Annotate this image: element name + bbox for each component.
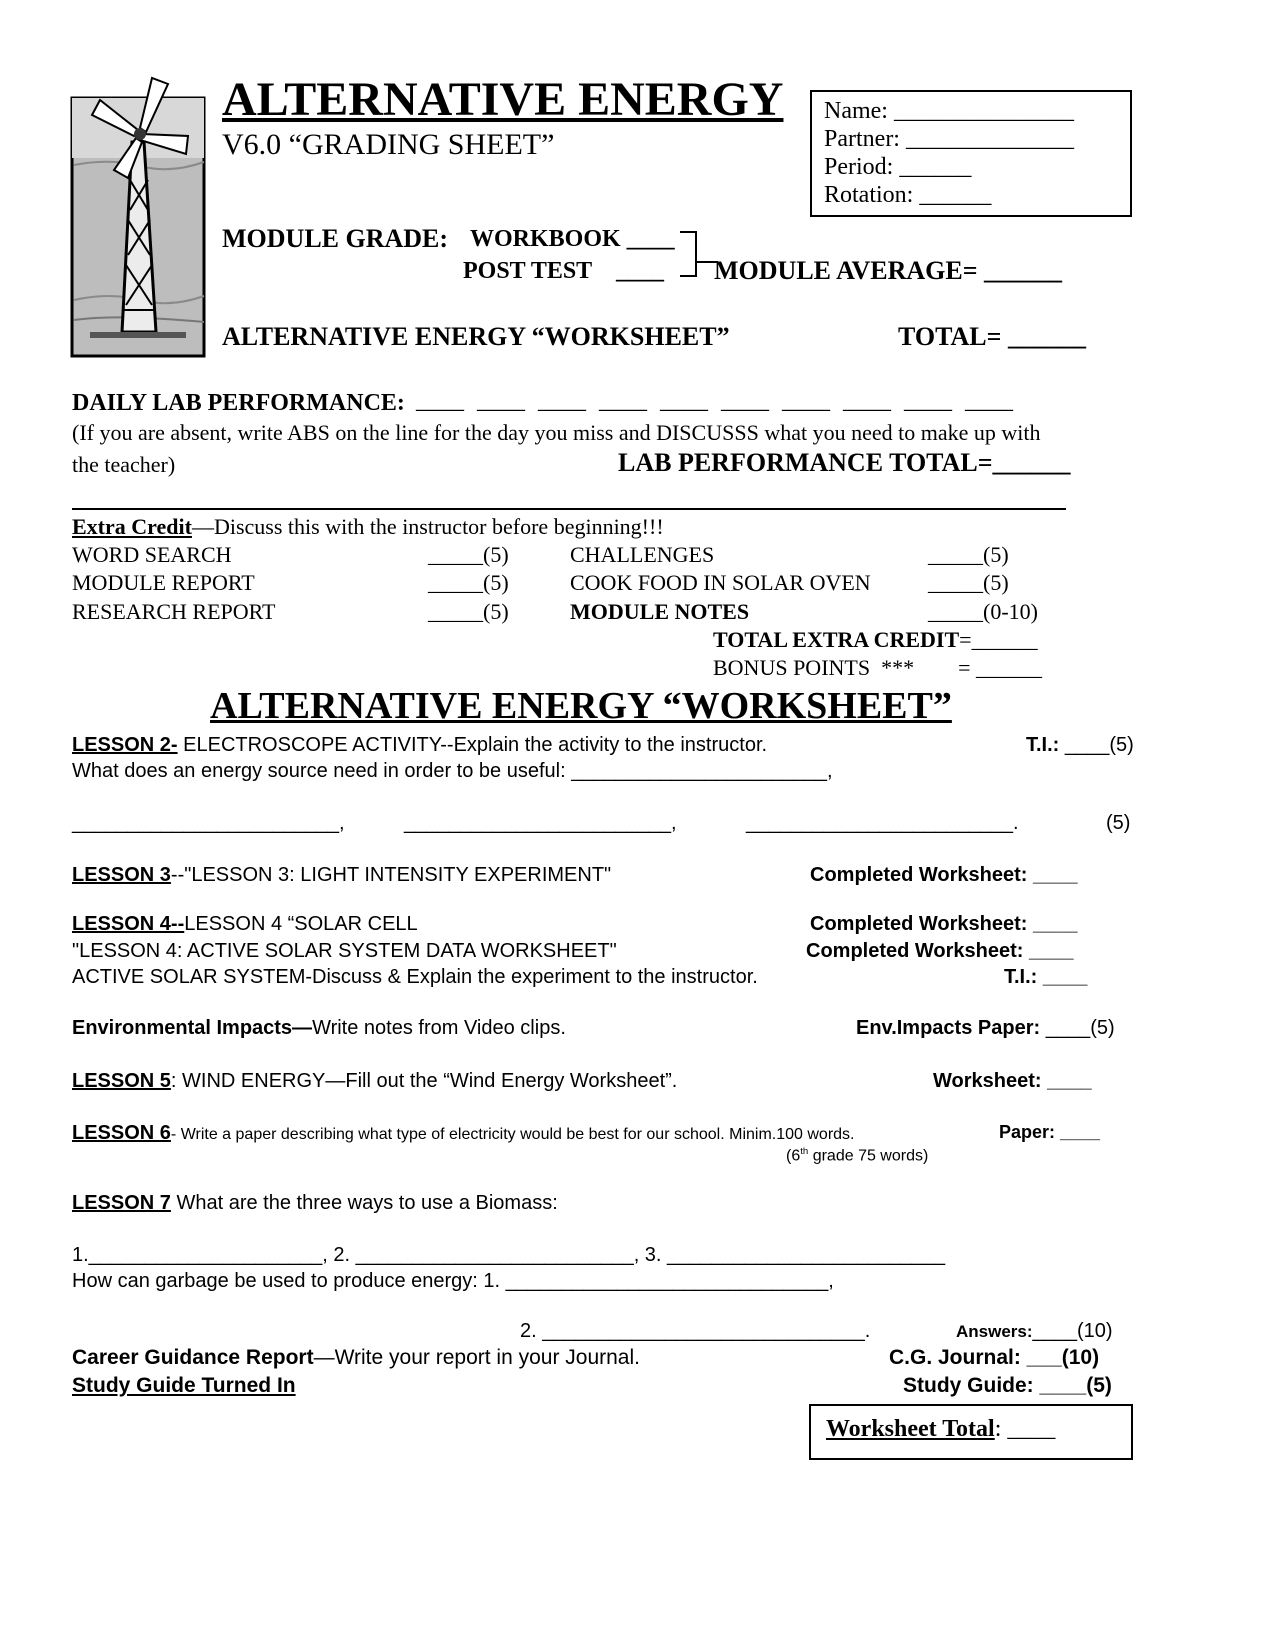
lesson6-note-post: grade 75 words)	[808, 1147, 929, 1165]
lesson2-blank-3[interactable]: ________________________.	[746, 812, 1019, 834]
daily-lab-label: DAILY LAB PERFORMANCE:	[72, 390, 405, 416]
daily-lab-blank[interactable]: ____	[782, 388, 830, 414]
lesson4-text: LESSON 4 “SOLAR CELL	[184, 913, 418, 935]
daily-lab-blanks[interactable]	[416, 388, 1116, 415]
study-guide-label: Study Guide Turned In	[72, 1374, 296, 1397]
module-average-field[interactable]: MODULE AVERAGE= ______	[714, 256, 1063, 285]
lesson3-line	[72, 864, 611, 887]
extra-credit-label: Extra Credit	[72, 514, 192, 539]
study-guide-score[interactable]: Study Guide: ____(5)	[903, 1374, 1112, 1397]
daily-lab-blank[interactable]: ____	[965, 388, 1013, 414]
lesson2-text: ELECTROSCOPE ACTIVITY--Explain the activity to the instructor.	[177, 734, 768, 756]
daily-lab-blank[interactable]: ____	[721, 388, 769, 414]
daily-lab-blank[interactable]: ____	[904, 388, 952, 414]
biomass-blanks[interactable]: 1._____________________, 2. _________________________, 3. _________________________	[72, 1244, 946, 1266]
career-label: Career Guidance Report	[72, 1346, 314, 1369]
total-extra-credit-blank[interactable]: =______	[959, 627, 1038, 652]
bonus-points[interactable]: BONUS POINTS *** = ______	[713, 655, 1042, 680]
worksheet-total-blank[interactable]: : ____	[994, 1416, 1056, 1442]
lesson3-text: --"LESSON 3: LIGHT INTENSITY EXPERIMENT"	[170, 864, 612, 886]
lesson2-label: LESSON 2-	[72, 734, 178, 756]
workbook-field[interactable]: WORKBOOK ____	[470, 226, 675, 252]
post-test-label: POST TEST	[463, 258, 593, 284]
extra-credit-item-name: CHALLENGES	[570, 542, 715, 567]
period-field[interactable]: Period: ______	[824, 154, 972, 180]
extra-credit-item-points[interactable]: _____(5)	[428, 570, 509, 595]
answers-label: Answers:	[956, 1322, 1033, 1341]
worksheet-total[interactable]	[826, 1416, 1055, 1443]
garbage-answer-2[interactable]: 2. _____________________________.	[520, 1320, 871, 1342]
lesson7-text: What are the three ways to use a Biomass:	[170, 1192, 558, 1214]
name-field[interactable]: Name: _______________	[824, 98, 1074, 124]
garbage-question[interactable]: How can garbage be used to produce energy: 1. _____________________________,	[72, 1270, 834, 1292]
env-impacts-score-blank[interactable]: ____(5)	[1040, 1017, 1115, 1039]
env-impacts-line	[72, 1017, 566, 1040]
career-score[interactable]: C.G. Journal: ___(10)	[889, 1346, 1100, 1369]
lab-performance-total[interactable]: LAB PERFORMANCE TOTAL=______	[618, 448, 1071, 477]
career-text: —Write your report in your Journal.	[313, 1346, 640, 1369]
lesson4-score3[interactable]: T.I.: ____	[1004, 966, 1088, 988]
extra-credit-item-name: WORD SEARCH	[72, 542, 232, 567]
extra-credit-item-points[interactable]: _____(5)	[928, 570, 1009, 595]
worksheet-grade-label: ALTERNATIVE ENERGY “WORKSHEET”	[222, 322, 730, 351]
lesson2-blank-2[interactable]: ________________________,	[404, 812, 677, 834]
lesson2-score[interactable]	[1026, 734, 1134, 757]
lesson4-score2[interactable]: Completed Worksheet: ____	[806, 940, 1074, 962]
lesson5-line	[72, 1070, 677, 1093]
lesson6-note-sup: th	[800, 1146, 809, 1157]
env-impacts-label: Environmental Impacts—	[72, 1017, 313, 1039]
page-subtitle: V6.0 “GRADING SHEET”	[222, 128, 555, 161]
lesson4-score[interactable]: Completed Worksheet: ____	[810, 913, 1078, 935]
lesson6-note	[786, 1146, 928, 1165]
lesson6-note-pre: (6	[786, 1147, 801, 1165]
lesson3-label: LESSON 3	[72, 864, 171, 886]
extra-credit-item-points[interactable]: _____(0-10)	[928, 599, 1038, 624]
lesson4-line	[72, 913, 418, 936]
daily-lab-blank[interactable]: ____	[843, 388, 891, 414]
env-impacts-text: Write notes from Video clips.	[312, 1017, 566, 1039]
worksheet-heading: ALTERNATIVE ENERGY “WORKSHEET”	[210, 685, 952, 727]
partner-field[interactable]: Partner: ______________	[824, 126, 1074, 152]
lesson4-line2: "LESSON 4: ACTIVE SOLAR SYSTEM DATA WORKSHEET"	[72, 940, 617, 962]
lesson4-line3: ACTIVE SOLAR SYSTEM-Discuss & Explain the experiment to the instructor.	[72, 966, 758, 988]
daily-lab-blank[interactable]: ____	[477, 388, 525, 414]
module-grade-label: MODULE GRADE:	[222, 224, 449, 253]
daily-lab-blank[interactable]: ____	[599, 388, 647, 414]
section-divider	[72, 508, 1066, 510]
answers-score[interactable]	[956, 1320, 1113, 1343]
daily-lab-blank[interactable]: ____	[538, 388, 586, 414]
lesson5-text: : WIND ENERGY—Fill out the “Wind Energy Worksheet”.	[170, 1070, 678, 1092]
daily-lab-blank[interactable]: ____	[416, 388, 464, 414]
lesson6-text: - Write a paper describing what type of electricity would be best for our school. Minim.100 words.	[170, 1126, 855, 1143]
rotation-field[interactable]: Rotation: ______	[824, 182, 992, 208]
windmill-illustration	[70, 70, 210, 360]
extra-credit-item-name: RESEARCH REPORT	[72, 599, 276, 624]
absence-note-cont: the teacher)	[72, 452, 176, 477]
lesson3-score[interactable]: Completed Worksheet: ____	[810, 864, 1078, 886]
env-impacts-score[interactable]	[856, 1017, 1115, 1040]
lesson4-label: LESSON 4--	[72, 913, 185, 935]
lesson5-score[interactable]: Worksheet: ____	[933, 1070, 1092, 1092]
total-extra-credit[interactable]	[713, 627, 1038, 653]
page-title: ALTERNATIVE ENERGY	[222, 73, 784, 126]
lesson6-label: LESSON 6	[72, 1122, 171, 1144]
lesson5-label: LESSON 5	[72, 1070, 171, 1092]
env-impacts-score-label: Env.Impacts Paper:	[856, 1017, 1041, 1039]
bracket-connector	[660, 226, 720, 286]
extra-credit-item-points[interactable]: _____(5)	[928, 542, 1009, 567]
extra-credit-item-points[interactable]: _____(5)	[428, 542, 509, 567]
lesson2-points: (5)	[1106, 812, 1131, 834]
answers-blank[interactable]: ____(10)	[1032, 1320, 1113, 1342]
post-test-field[interactable]: ____	[616, 258, 664, 284]
total-field[interactable]: TOTAL= ______	[898, 322, 1086, 351]
lesson7-label: LESSON 7	[72, 1192, 171, 1214]
daily-lab-blank[interactable]: ____	[660, 388, 708, 414]
extra-credit-heading	[72, 514, 664, 540]
lesson2-blank-1[interactable]: ________________________,	[72, 812, 345, 834]
career-line	[72, 1346, 640, 1370]
extra-credit-item-name: MODULE NOTES	[570, 599, 750, 624]
absence-note: (If you are absent, write ABS on the line for the day you miss and DISCUSSS what you need to make up with	[72, 420, 1041, 445]
worksheet-total-label: Worksheet Total	[826, 1416, 995, 1442]
extra-credit-item-name: MODULE REPORT	[72, 570, 255, 595]
total-extra-credit-label: TOTAL EXTRA CREDIT	[713, 627, 960, 652]
extra-credit-item-name: COOK FOOD IN SOLAR OVEN	[570, 570, 871, 595]
lesson6-line	[72, 1122, 855, 1145]
lesson2-line	[72, 734, 767, 757]
lesson2-question[interactable]: What does an energy source need in order to be useful: _______________________,	[72, 760, 833, 782]
extra-credit-item-points[interactable]: _____(5)	[428, 599, 509, 624]
extra-credit-intro: —Discuss this with the instructor before beginning!!!	[191, 514, 664, 539]
lesson2-score-blank[interactable]: ____(5)	[1059, 734, 1134, 756]
lesson6-score[interactable]: Paper: ____	[999, 1122, 1101, 1142]
lesson7-line	[72, 1192, 558, 1215]
lesson2-score-label: T.I.:	[1026, 734, 1060, 756]
